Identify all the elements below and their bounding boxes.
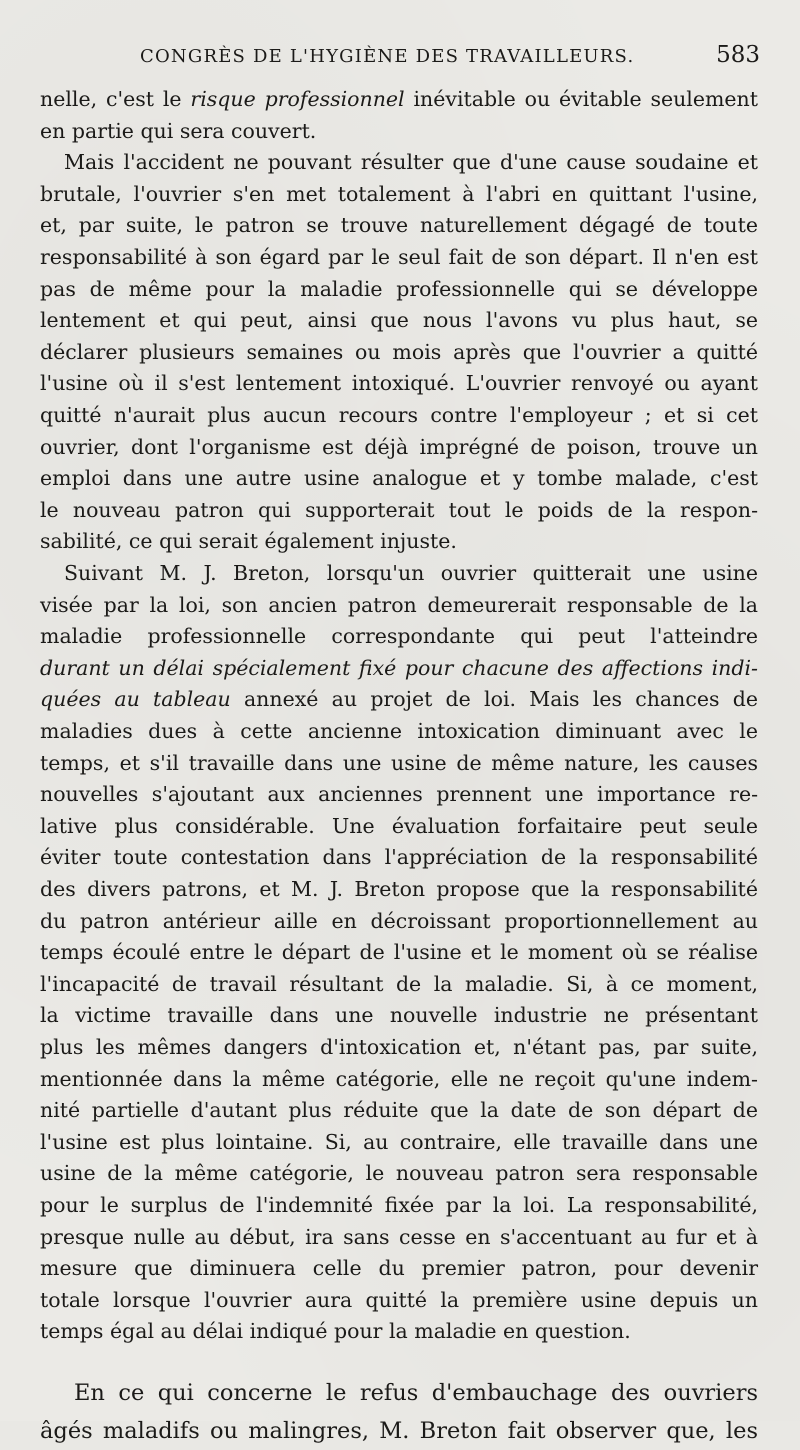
text-segment: du patron antérieur aille en décroissant proportionnellement au xyxy=(40,908,758,933)
text-line xyxy=(40,906,758,938)
text-line xyxy=(40,937,758,969)
text-segment: l'incapacité de travail résultant de la maladie. Si, à ce moment, xyxy=(40,971,758,996)
text-segment: et, par suite, le patron se trouve naturellement dégagé de toute xyxy=(40,213,758,238)
text-line xyxy=(40,969,758,1001)
text-segment: brutale, l'ouvrier s'en met totalement à l'abri en quittant l'usine, xyxy=(40,181,758,206)
text-segment: visée par la loi, son ancien patron demeurerait responsable de la xyxy=(40,592,758,617)
text-segment: emploi dans une autre usine analogue et y tombe malade, c'est xyxy=(40,466,758,491)
text-line xyxy=(40,84,758,116)
italic-text: durant un délai spécialement fixé pour chacune des affections indi- xyxy=(40,655,758,680)
text-segment: usine de la même catégorie, le nouveau patron sera responsable xyxy=(40,1161,758,1186)
page-header xyxy=(140,42,760,76)
text-line xyxy=(40,337,758,369)
text-segment: temps égal au délai indiqué pour la maladie en question. xyxy=(40,1319,631,1344)
text-line xyxy=(40,368,758,400)
text-line xyxy=(40,653,758,685)
text-segment: plus les mêmes dangers d'intoxication et, n'étant pas, par suite, xyxy=(40,1035,758,1059)
text-line xyxy=(40,1190,758,1222)
text-line xyxy=(74,1374,758,1412)
text-segment: pas de même pour la maladie professionnelle qui se développe xyxy=(40,276,758,301)
text-line xyxy=(40,526,758,558)
text-segment: le nouveau patron qui supporterait tout le poids de la respon- xyxy=(40,497,758,522)
text-line xyxy=(40,1412,758,1450)
text-segment: inévitable ou évitable seulement xyxy=(404,87,758,111)
text-segment: Suivant M. J. Breton, lorsqu'un ouvrier quitterait une usine xyxy=(64,561,758,585)
text-segment: responsabilité à son égard par le seul fait de son départ. Il n'en est xyxy=(40,245,758,269)
text-segment: maladies dues à cette ancienne intoxication diminuant avec le xyxy=(40,719,758,743)
text-segment: mesure que diminuera celle du premier patron, pour devenir xyxy=(40,1256,758,1281)
text-line xyxy=(64,558,758,590)
text-line xyxy=(40,495,758,527)
text-line xyxy=(40,1222,758,1254)
text-segment: lative plus considérable. Une évaluation forfaitaire peut seule xyxy=(40,813,758,838)
text-line xyxy=(40,1064,758,1096)
text-line xyxy=(40,1316,758,1348)
text-line xyxy=(40,179,758,211)
text-line xyxy=(40,684,758,716)
text-segment: maladie professionnelle correspondante qui peut l'atteindre xyxy=(40,624,758,649)
text-segment: quitté n'aurait plus aucun recours contre l'employeur ; et si cet xyxy=(40,403,758,427)
text-line xyxy=(40,716,758,748)
text-segment: en partie qui sera couvert. xyxy=(40,118,317,143)
text-line xyxy=(40,463,758,495)
italic-text: risque professionnel xyxy=(190,87,405,111)
text-segment: éviter toute contestation dans l'appréciation de la responsabilité xyxy=(40,845,758,870)
text-line xyxy=(64,147,758,179)
text-segment: des divers patrons, et M. J. Breton propose que la responsabilité xyxy=(40,877,758,901)
text-line xyxy=(40,305,758,337)
text-line xyxy=(40,1285,758,1317)
text-line xyxy=(40,1095,758,1127)
text-line xyxy=(40,1000,758,1032)
text-line xyxy=(40,842,758,874)
text-line xyxy=(40,242,758,274)
text-segment: totale lorsque l'ouvrier aura quitté la première usine depuis un xyxy=(40,1287,758,1312)
text-segment: En ce qui concerne le refus d'embauchage des ouvriers xyxy=(74,1380,758,1407)
text-segment: l'usine où il s'est lentement intoxiqué. L'ouvrier renvoyé ou ayant xyxy=(40,371,758,396)
text-segment: sabilité, ce qui serait également injuste. xyxy=(40,529,457,554)
text-line xyxy=(40,748,758,780)
text-line xyxy=(40,210,758,242)
text-line xyxy=(40,811,758,843)
running-title: CONGRÈS DE L'HYGIÈNE DES TRAVAILLEURS. xyxy=(140,46,635,67)
text-line xyxy=(40,1032,758,1064)
text-segment: annexé au projet de loi. Mais les chances de xyxy=(230,687,758,712)
text-line xyxy=(40,432,758,464)
text-segment: ouvrier, dont l'organisme est déjà imprégné de poison, trouve un xyxy=(40,434,758,459)
text-line xyxy=(40,874,758,906)
text-line xyxy=(40,400,758,432)
text-line xyxy=(40,590,758,622)
text-segment: presque nulle au début, ira sans cesse en s'accentuant au fur et à xyxy=(40,1224,758,1249)
text-line xyxy=(40,1253,758,1285)
text-segment: pour le surplus de l'indemnité fixée par la loi. La responsabilité, xyxy=(40,1193,758,1217)
text-segment: temps, et s'il travaille dans une usine de même nature, les causes xyxy=(40,750,758,775)
text-line xyxy=(40,621,758,653)
text-segment: la victime travaille dans une nouvelle industrie ne présentant xyxy=(40,1003,758,1028)
text-segment: âgés maladifs ou malingres, M. Breton fait observer que, les xyxy=(40,1418,758,1445)
italic-text: quées au tableau xyxy=(40,687,231,712)
text-line xyxy=(40,274,758,306)
text-segment: nouvelles s'ajoutant aux anciennes prennent une importance re- xyxy=(40,782,758,807)
text-segment: nelle, c'est le xyxy=(40,87,191,111)
text-segment: déclarer plusieurs semaines ou mois après que l'ouvrier a quitté xyxy=(40,339,758,364)
text-line xyxy=(40,116,758,148)
text-line xyxy=(40,1127,758,1159)
text-line xyxy=(40,1158,758,1190)
text-segment: temps écoulé entre le départ de l'usine et le moment où se réalise xyxy=(40,940,758,965)
text-segment: l'usine est plus lointaine. Si, au contraire, elle travaille dans une xyxy=(40,1129,758,1154)
text-segment: mentionnée dans la même catégorie, elle ne reçoit qu'une indem- xyxy=(40,1066,758,1091)
text-segment: nité partielle d'autant plus réduite que la date de son départ de xyxy=(40,1098,758,1123)
text-line xyxy=(40,779,758,811)
text-segment: lentement et qui peut, ainsi que nous l'avons vu plus haut, se xyxy=(40,308,758,333)
page-number: 583 xyxy=(716,42,760,68)
text-segment: Mais l'accident ne pouvant résulter que d'une cause soudaine et xyxy=(64,150,758,175)
